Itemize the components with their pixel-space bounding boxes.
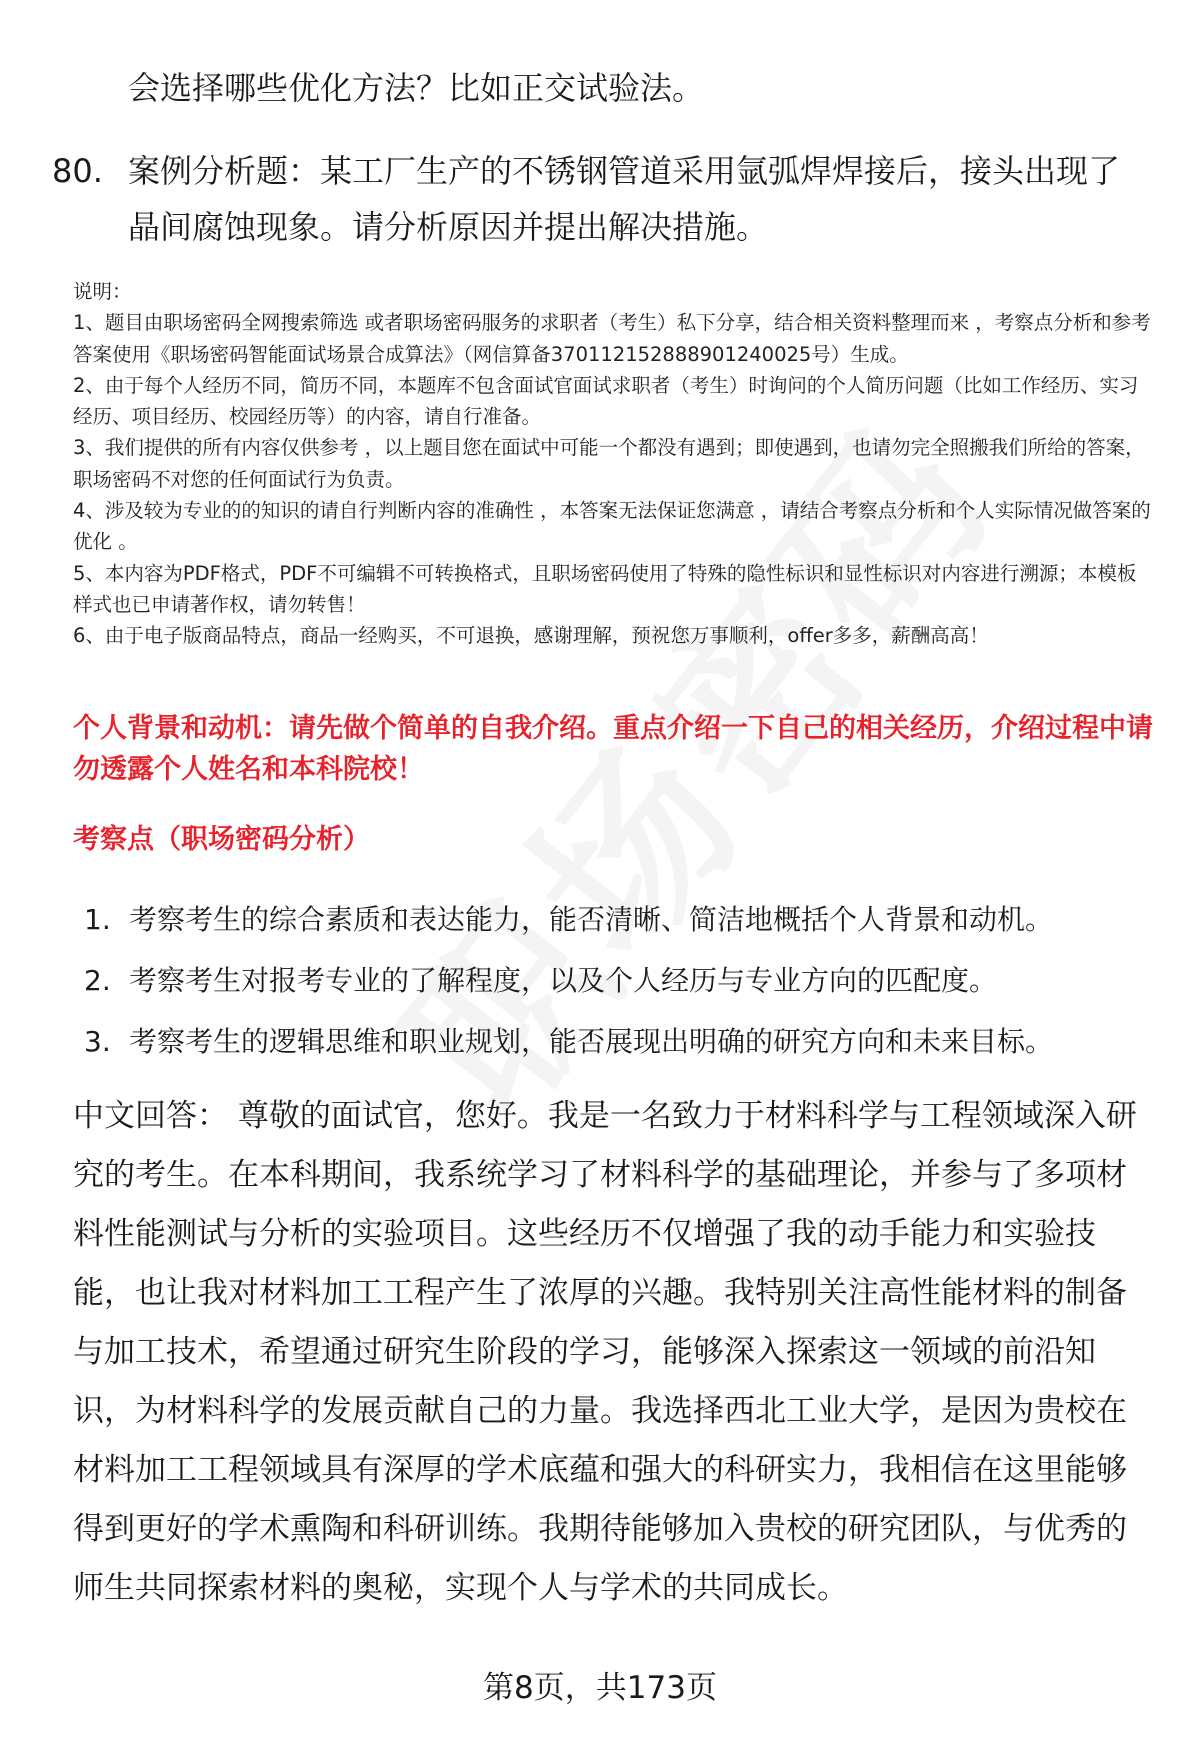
- list-item-text: 考察考生的逻辑思维和职业规划，能否展现出明确的研究方向和未来目标。: [129, 1025, 1054, 1058]
- answer-paragraph: 中文回答： 尊敬的面试官，您好。我是一名致力于材料科学与工程领域深入研究的考生。在本科期间，我系统学习了材料科学的基础理论，并参与了多项材料性能测试与分析的实验项目。这些经历不仅增强了我的动手能力和实验技能，也让我对材料加工工程产生了浓厚的兴趣。我特别关注高性能材料的制备与加工技术，希望通过研究生阶段的学习，能够深入探索这一领域的前沿知识，为材料科学的发展贡献自己的力量。我选择西北工业大学，是因为贵校在材料加工工程领域具有深厚的学术底蕴和强大的科研实力，我相信在这里能够得到更好的学术熏陶和科研训练。我期待能够加入贵校的研究团队，与优秀的师生共同探索材料的奥秘，实现个人与学术的共同成长。: [73, 1098, 1137, 1606]
- previous-question-continuation: 会选择哪些优化方法？比如正交试验法。: [128, 69, 705, 107]
- note-item: 4、涉及较为专业的的知识的请自行判断内容的准确性 ，本答案无法保证您满意 ，请结合考察点分析和个人实际情况做答案的优化 。: [73, 499, 1151, 554]
- note-item: 1、题目由职场密码全网搜索筛选 或者职场密码服务的求职者（考生）私下分享，结合相关资料整理而来 ，考察点分析和参考答案使用《职场密码智能面试场景合成算法》（网信算备370112152888901240025号）生成。: [73, 311, 1151, 366]
- list-item: [84, 957, 1154, 1018]
- list-item-number: 3.: [84, 1025, 111, 1058]
- section-subtitle: 考察点（职场密码分析）: [73, 824, 370, 855]
- note-item: 2、由于每个人经历不同，简历不同，本题库不包含面试官面试求职者（考生）时询问的个人简历问题（比如工作经历、实习经历、项目经历、校园经历等）的内容，请自行准备。: [73, 373, 1139, 429]
- notes-block: [73, 276, 1153, 652]
- question-text: 案例分析题：某工厂生产的不锈钢管道采用氩弧焊焊接后，接头出现了晶间腐蚀现象。请分析原因并提出解决措施。: [128, 152, 1121, 246]
- notes-heading: 说明：: [73, 280, 132, 303]
- list-item: [84, 896, 1154, 957]
- list-item-number: 2.: [84, 964, 111, 997]
- assessment-points-list: [84, 896, 1154, 1079]
- question-number: 80.: [52, 152, 103, 190]
- list-item: [84, 1018, 1154, 1079]
- list-item-text: 考察考生的综合素质和表达能力，能否清晰、简洁地概括个人背景和动机。: [129, 903, 1054, 936]
- section-title: 个人背景和动机：请先做个简单的自我介绍。重点介绍一下自己的相关经历，介绍过程中请勿透露个人姓名和本科院校！: [73, 713, 1153, 785]
- page-number: 第8页，共173页: [483, 1670, 717, 1706]
- list-item-number: 1.: [84, 903, 111, 936]
- note-item: 3、我们提供的所有内容仅供参考 ，以上题目您在面试中可能一个都没有遇到；即使遇到，也请勿完全照搬我们所给的答案，职场密码不对您的任何面试行为负责。: [73, 436, 1145, 491]
- note-item: 5、本内容为PDF格式，PDF不可编辑不可转换格式，且职场密码使用了特殊的隐性标识和显性标识对内容进行溯源；本模板样式也已申请著作权，请勿转售！: [73, 561, 1137, 616]
- list-item-text: 考察考生对报考专业的了解程度，以及个人经历与专业方向的匹配度。: [129, 964, 998, 997]
- note-item: 6、由于电子版商品特点，商品一经购买，不可退换，感谢理解，预祝您万事顺利，offer多多，薪酬高高！: [73, 624, 989, 648]
